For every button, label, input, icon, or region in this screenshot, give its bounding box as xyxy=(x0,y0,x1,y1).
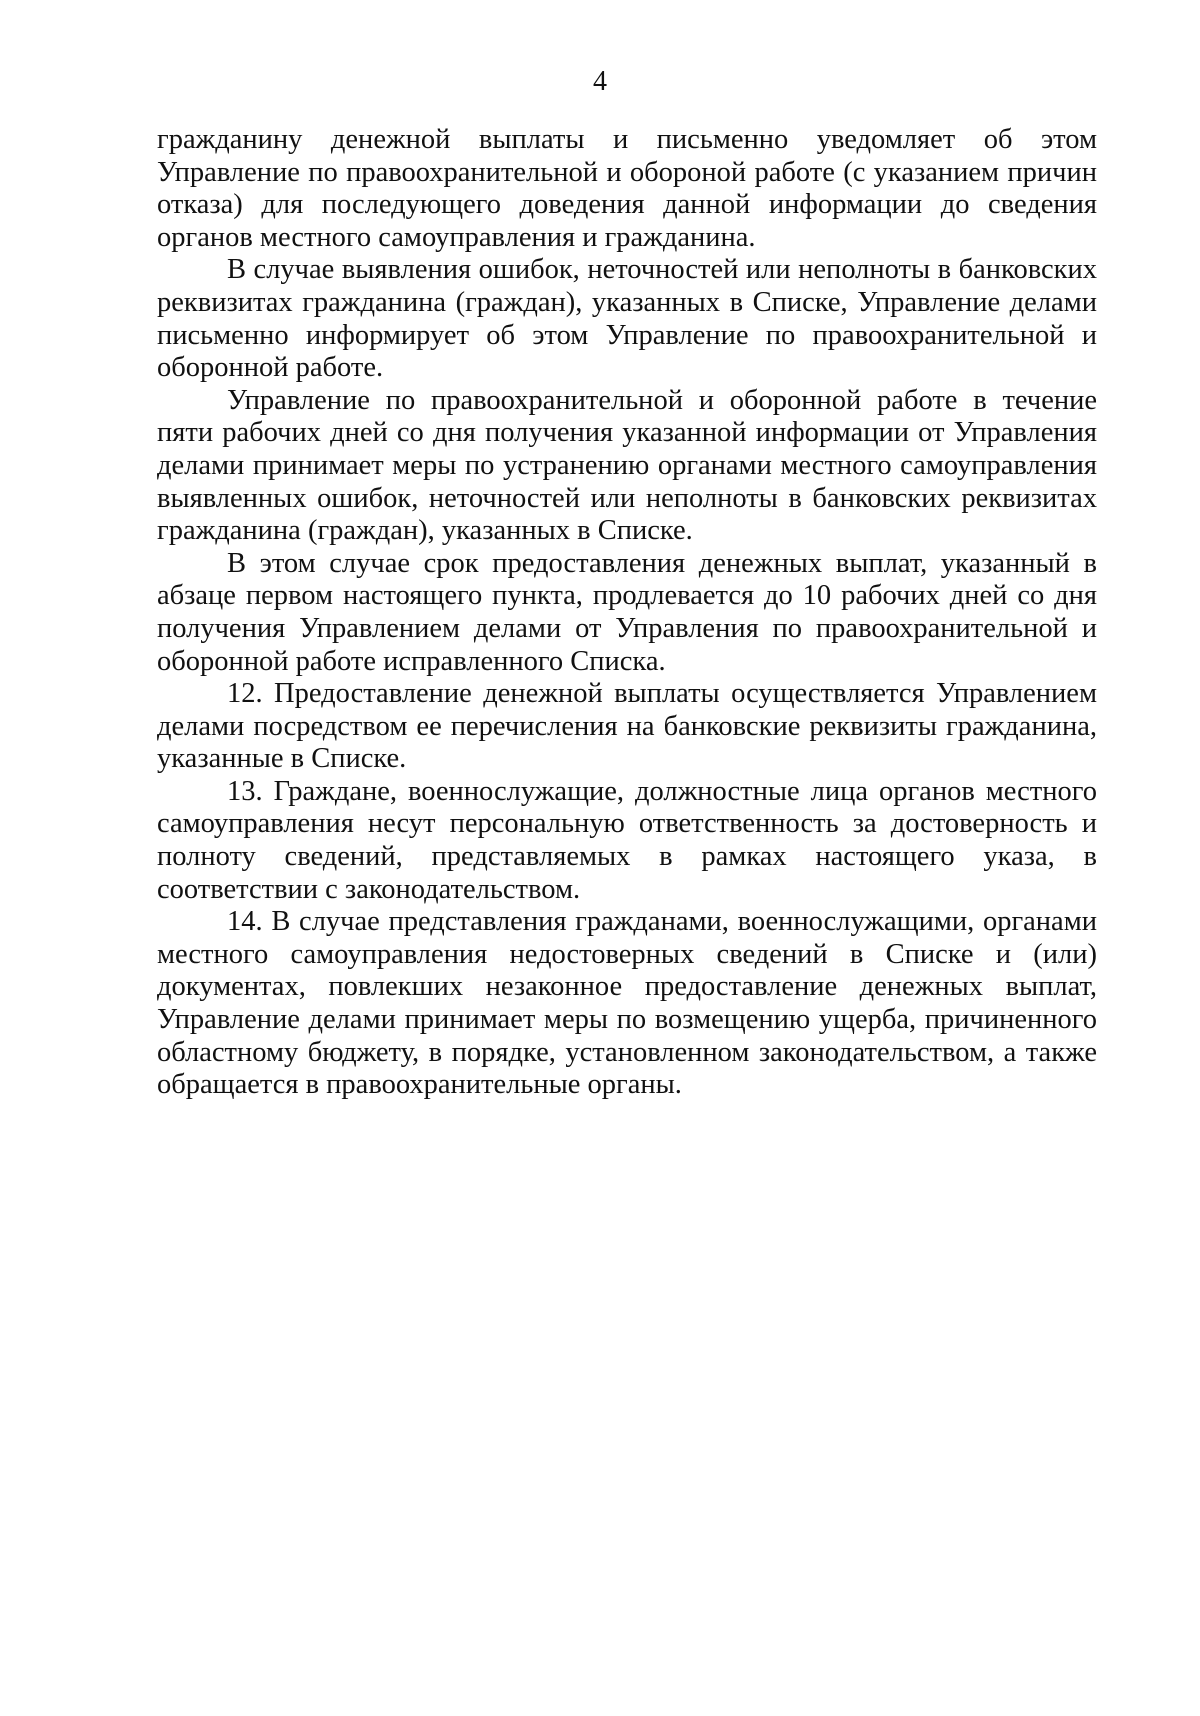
paragraph-payment-deadline: В этом случае срок предоставления денежных выплат, указанный в абзаце первом настоящего пункта, продлевается до 10 рабочих дней со дня получения Управлением делами от Управления по правоохранительной и оборонной работе исправленного Списка. xyxy=(157,547,1097,677)
paragraph-item-14: 14. В случае представления гражданами, военнослужащими, органами местного самоуправления недостоверных сведений в Списке и (или) документах, повлекших незаконное предоставление денежных выплат, Управление делами принимает меры по возмещению ущерба, причиненного областному бюджету, в порядке, установленном законодательством, а также обращается в правоохранительные органы. xyxy=(157,906,1097,1101)
document-body xyxy=(157,124,1097,1102)
paragraph-item-13: 13. Граждане, военнослужащие, должностные лица органов местного самоуправления несут персональную ответственность за достоверность и полноту сведений, представляемых в рамках настоящего указа, в соответствии с законодательством. xyxy=(157,775,1097,905)
paragraph-bank-details-errors: В случае выявления ошибок, неточностей или неполноты в банковских реквизитах гражданина (граждан), указанных в Списке, Управление делами письменно информирует об этом Управление по правоохранительной и оборонной работе. xyxy=(157,254,1097,384)
paragraph-error-correction: Управление по правоохранительной и оборонной работе в течение пяти рабочих дней со дня получения указанной информации от Управления делами принимает меры по устранению органами местного самоуправления выявленных ошибок, неточностей или неполноты в банковских реквизитах гражданина (граждан), указанных в Списке. xyxy=(157,384,1097,547)
paragraph-item-12: 12. Предоставление денежной выплаты осуществляется Управлением делами посредством ее перечисления на банковские реквизиты гражданина, указанные в Списке. xyxy=(157,678,1097,775)
paragraph-continuation: гражданину денежной выплаты и письменно уведомляет об этом Управление по правоохранительной и обороной работе (с указанием причин отказа) для последующего доведения данной информации до сведения органов местного самоуправления и гражданина. xyxy=(157,124,1097,253)
page-number: 4 xyxy=(593,66,607,97)
